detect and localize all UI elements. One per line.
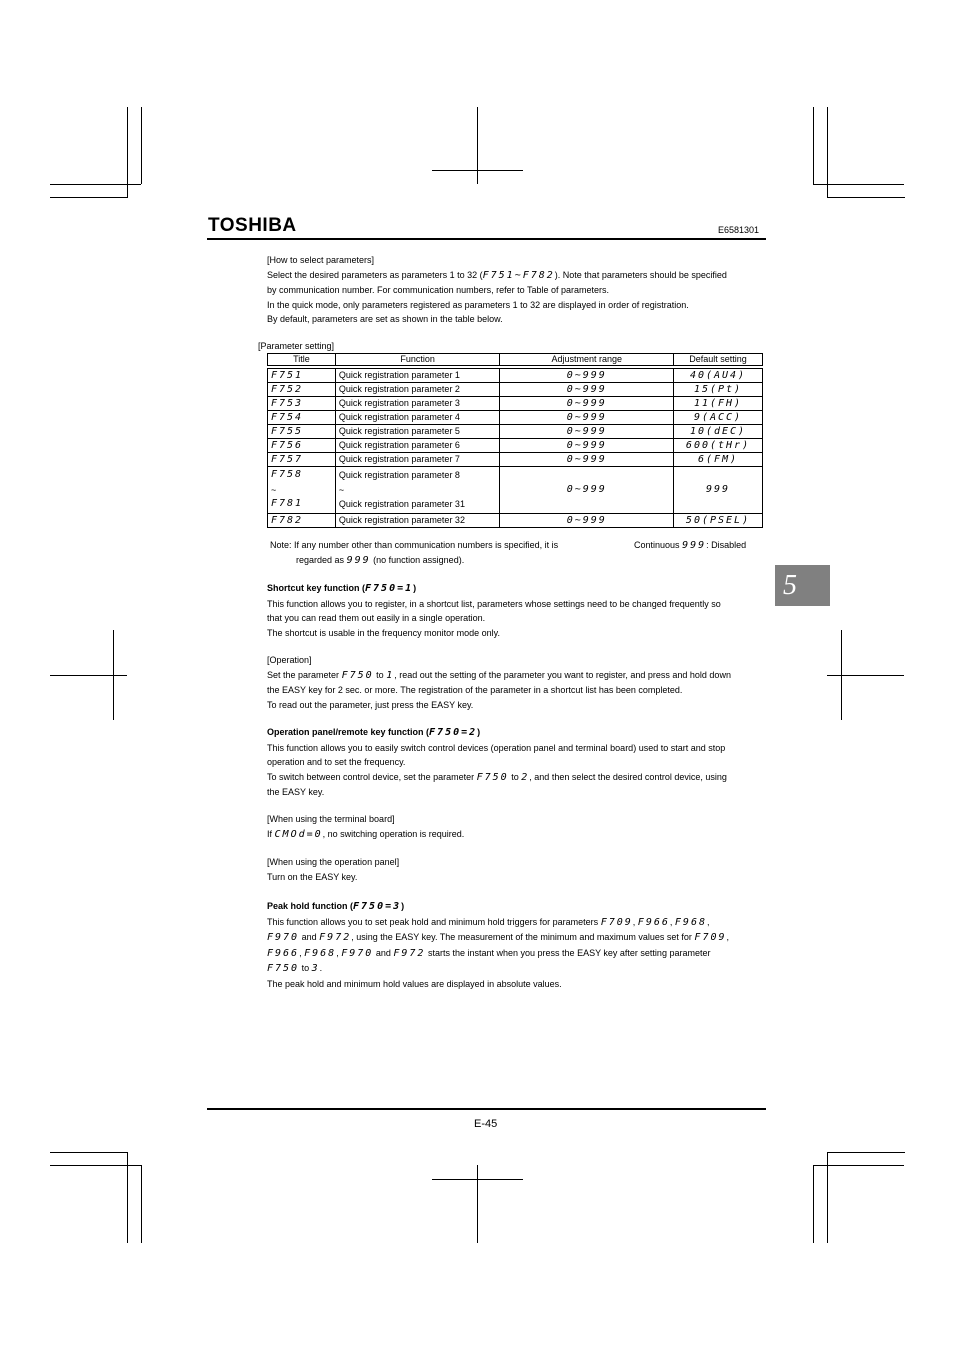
crop-mark <box>477 107 478 184</box>
param-code: F966 <box>267 947 300 959</box>
param-function-range <box>335 467 500 514</box>
table-row <box>268 397 763 411</box>
intro-line: By default, parameters are set as shown in the table below. <box>267 314 503 324</box>
param-default: 9(ACC) <box>674 411 763 425</box>
param-code: F966 <box>637 916 670 928</box>
paragraph-line: the EASY key. <box>267 787 325 797</box>
param-function: Quick registration parameter 4 <box>335 411 500 425</box>
param-code: F970 <box>267 932 300 943</box>
table-row <box>268 369 763 383</box>
chapter-tab: 5 <box>775 565 830 606</box>
table-row-range <box>268 467 763 514</box>
param-code: F750 <box>476 771 509 783</box>
paragraph-line: F966, F968, F970 and F972 starts the instant when you press the EASY key after setting parameter <box>267 947 711 959</box>
param-range: 0~999 <box>500 513 674 527</box>
text: Select the desired parameters as parameters 1 to 32 ( <box>267 269 483 280</box>
crop-mark <box>827 197 905 198</box>
text: This function allows you to set peak hold and minimum hold triggers for parameters <box>267 916 599 927</box>
crop-mark <box>141 1165 142 1243</box>
paragraph-line: Turn on the EASY key. <box>267 871 358 882</box>
table-row <box>268 439 763 453</box>
page-number: E-45 <box>474 1118 498 1130</box>
section-heading: [Operation] <box>267 655 312 665</box>
param-code: F970 <box>341 947 374 959</box>
param-function: Quick registration parameter 7 <box>335 453 500 467</box>
paragraph-line: F970 and F972, using the EASY key. The measurement of the minimum and maximum values set for F709, <box>267 932 730 943</box>
param-default: 40(AU4) <box>674 369 763 383</box>
param-code: F972 <box>393 947 426 959</box>
crop-mark <box>432 170 523 171</box>
table-row <box>268 383 763 397</box>
column-header: Default setting <box>674 354 763 366</box>
param-function: Quick registration parameter 5 <box>335 425 500 439</box>
text: Operation panel/remote key function ( <box>267 727 430 737</box>
param-range: 0~999 <box>500 383 674 397</box>
paragraph-line: operation and to set the frequency. <box>267 757 406 767</box>
crop-mark <box>127 1152 128 1243</box>
crop-mark <box>432 1179 523 1180</box>
section-heading: [When using the operation panel] <box>267 857 400 867</box>
operation-section <box>267 653 767 712</box>
text: Peak hold function ( <box>267 901 354 911</box>
text: , no switching operation is required. <box>322 828 465 839</box>
table-row <box>268 425 763 439</box>
text: to <box>376 669 384 680</box>
footer-rule <box>207 1108 766 1110</box>
table-row <box>268 453 763 467</box>
table-row <box>268 411 763 425</box>
note-line: Note: If any number other than communication numbers is specified, it is <box>270 540 559 550</box>
paragraph-line <box>267 770 767 786</box>
param-function: Quick registration parameter 3 <box>335 397 500 411</box>
param-code: F750 <box>267 963 300 974</box>
paragraph-line <box>267 827 767 843</box>
param-default: 11(FH) <box>674 397 763 411</box>
text: to <box>511 771 519 782</box>
param-default: 600(tHr) <box>674 439 763 453</box>
param-code: F709 <box>694 932 727 943</box>
intro-line: In the quick mode, only parameters registered as parameters 1 to 32 are displayed in order of registration. <box>267 299 689 310</box>
table-caption: [Parameter setting] <box>258 341 335 351</box>
intro-section <box>267 253 767 327</box>
text: ) <box>401 901 405 911</box>
section-heading: [When using the terminal board] <box>267 814 395 824</box>
param-code: F709 <box>600 916 633 928</box>
header-rule <box>207 238 766 240</box>
param-code: F972 <box>319 932 352 943</box>
section-heading <box>267 581 767 597</box>
text: , read out the setting of the parameter you want to register, and press and hold down <box>394 669 731 680</box>
column-header: Title <box>268 354 336 366</box>
param-title: F757 <box>268 453 336 467</box>
param-code: 999 <box>682 540 707 551</box>
param-range: 0~999 <box>500 453 674 467</box>
text: and <box>301 932 317 942</box>
crop-mark <box>477 1165 478 1243</box>
table-row <box>268 513 763 527</box>
text: , and then select the desired control device, using <box>529 771 727 782</box>
crop-mark <box>50 1152 128 1153</box>
param-function: Quick registration parameter 2 <box>335 383 500 397</box>
param-default: 15(Pt) <box>674 383 763 397</box>
text: Continuous <box>634 540 680 550</box>
crop-mark <box>50 675 127 676</box>
crop-mark <box>827 1152 828 1243</box>
param-title: F754 <box>268 411 336 425</box>
param-title: F758 <box>271 469 304 480</box>
param-code: 3 <box>311 963 320 974</box>
text: To switch between control device, set the parameter <box>267 771 475 782</box>
crop-mark <box>141 107 142 184</box>
text: regarded as <box>296 554 345 565</box>
param-range: 0~999 <box>500 411 674 425</box>
crop-mark <box>50 197 128 198</box>
text: , using the EASY key. The measurement of the minimum and maximum values set for <box>351 932 692 942</box>
text: starts the instant when you press the EASY key after setting parameter <box>427 947 711 958</box>
text: Set the parameter <box>267 669 340 680</box>
param-code: 1 <box>386 669 395 681</box>
param-default: 6(FM) <box>674 453 763 467</box>
parameter-table <box>267 353 763 528</box>
paragraph-line: F750 to 3. <box>267 963 323 974</box>
table-note <box>270 538 558 568</box>
paragraph-line: The shortcut is usable in the frequency monitor mode only. <box>267 627 500 638</box>
panel-section <box>267 725 767 800</box>
crop-mark <box>813 184 904 185</box>
column-header: Adjustment range <box>500 354 674 366</box>
param-title-range <box>268 467 336 514</box>
crop-mark <box>813 1165 814 1243</box>
param-code: F968 <box>304 947 337 959</box>
text: (no function assigned). <box>373 554 465 565</box>
paragraph-line: the EASY key for 2 sec. or more. The registration of the parameter in a shortcut list has been completed. <box>267 685 683 695</box>
brand-logo: TOSHIBA <box>208 215 297 236</box>
intro-line: by communication number. For communication numbers, refer to Table of parameters. <box>267 285 609 295</box>
param-range: 0~999 <box>500 369 674 383</box>
param-code: 999 <box>346 554 371 566</box>
param-code: F750=1 <box>365 583 414 594</box>
range-tilde: ~ <box>271 484 277 495</box>
text: ). Note that parameters should be specified <box>554 269 727 280</box>
param-function: Quick registration parameter 31 <box>338 499 465 509</box>
range-tilde: ~ <box>338 484 345 495</box>
paragraph-line <box>267 668 767 684</box>
table-header-row <box>268 354 763 366</box>
text: and <box>375 947 391 958</box>
param-title: F752 <box>268 383 336 397</box>
paragraph-line: that you can read them out easily in a single operation. <box>267 613 486 623</box>
param-function: Quick registration parameter 8 <box>338 470 460 480</box>
param-title: F751 <box>268 369 336 383</box>
intro-heading: [How to select parameters] <box>267 255 375 265</box>
terminal-section <box>267 812 767 842</box>
text: If <box>267 828 273 839</box>
param-title: F755 <box>268 425 336 439</box>
text: ) <box>413 583 417 593</box>
param-code: 2 <box>521 771 530 783</box>
param-range: 0~999 <box>500 439 674 453</box>
text: : Disabled <box>706 540 747 550</box>
note-right <box>634 538 746 554</box>
crop-mark <box>827 1152 905 1153</box>
text: ) <box>477 727 481 737</box>
param-title: F753 <box>268 397 336 411</box>
param-function: Quick registration parameter 32 <box>335 513 500 527</box>
crop-mark <box>813 107 814 184</box>
param-range: 0~999 <box>500 467 674 514</box>
paragraph-line: This function allows you to easily switch control devices (operation panel and terminal board) used to start and stop <box>267 742 726 753</box>
param-title: F782 <box>268 513 336 527</box>
param-code: F750=3 <box>353 901 402 912</box>
param-function: Quick registration parameter 6 <box>335 439 500 453</box>
param-default: 999 <box>674 467 763 514</box>
note-line <box>270 553 558 569</box>
section-heading <box>267 899 767 915</box>
param-code: CMOd=0 <box>274 828 323 840</box>
paragraph-line: To read out the parameter, just press the EASY key. <box>267 699 474 710</box>
paragraph-line: This function allows you to register, in a shortcut list, parameters whose settings need to be changed frequently so <box>267 598 721 609</box>
section-heading <box>267 725 767 741</box>
param-code: F750=2 <box>429 727 478 738</box>
crop-mark <box>827 675 904 676</box>
crop-mark <box>50 184 141 185</box>
shortcut-section <box>267 581 767 640</box>
param-title: F781 <box>271 498 304 509</box>
text: to <box>301 963 310 973</box>
doc-number: E6581301 <box>718 225 760 235</box>
intro-line <box>267 268 767 284</box>
param-code: F751~F782 <box>482 269 555 281</box>
oppanel-section <box>267 855 767 884</box>
param-default: 50(PSEL) <box>674 513 763 527</box>
column-header: Function <box>335 354 500 366</box>
paragraph-line: This function allows you to set peak hold and minimum hold triggers for parameters F709, F966, F968, <box>267 916 710 928</box>
param-range: 0~999 <box>500 397 674 411</box>
text: Shortcut key function ( <box>267 583 366 593</box>
peak-section <box>267 899 767 991</box>
paragraph-line: The peak hold and minimum hold values are displayed in absolute values. <box>267 978 562 989</box>
param-range: 0~999 <box>500 425 674 439</box>
param-default: 10(dEC) <box>674 425 763 439</box>
param-code: F750 <box>341 669 374 681</box>
param-function: Quick registration parameter 1 <box>335 369 500 383</box>
param-code: F968 <box>674 916 707 928</box>
param-title: F756 <box>268 439 336 453</box>
